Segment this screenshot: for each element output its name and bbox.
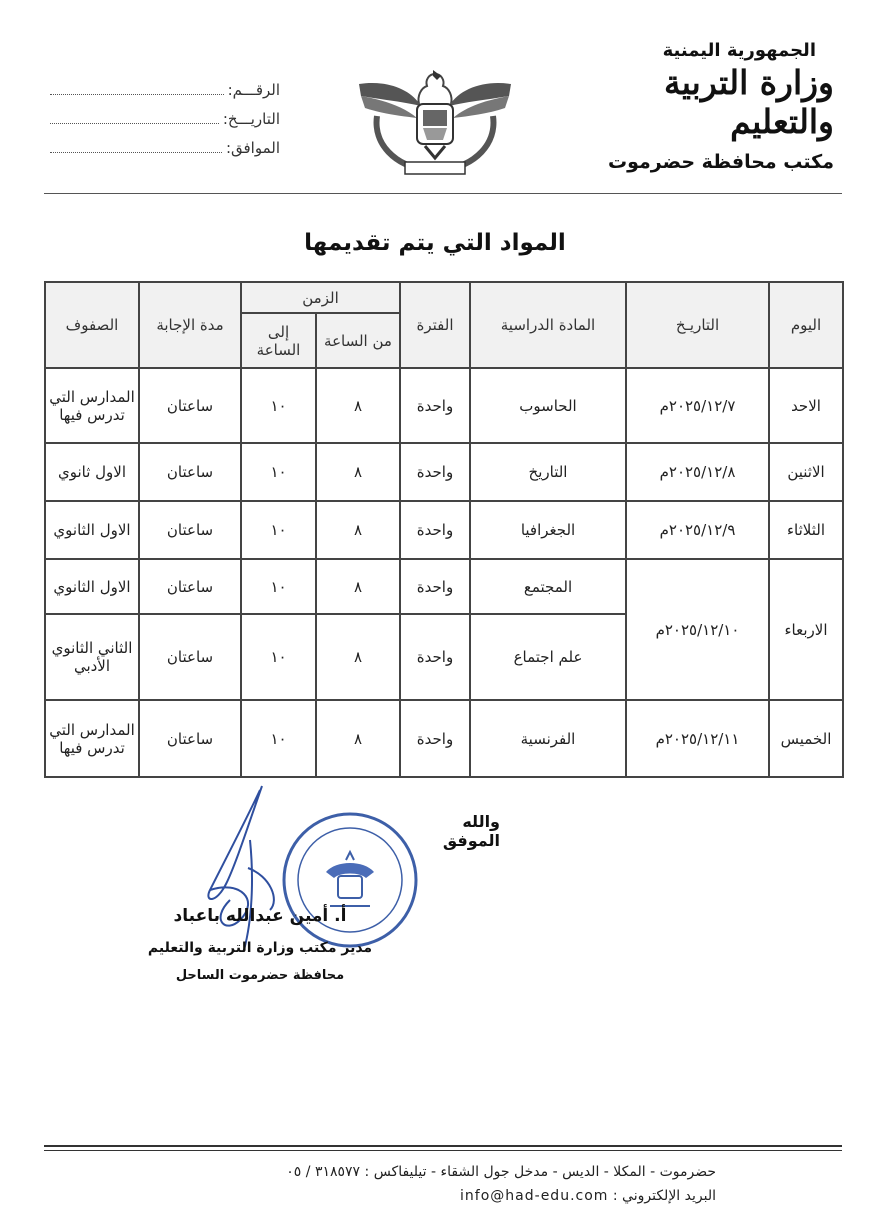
cell-to: ١٠	[241, 368, 316, 443]
cell-duration: ساعتان	[139, 559, 241, 614]
email-link[interactable]: info@had-edu.com	[460, 1188, 609, 1204]
corresponding-date-field	[50, 128, 280, 157]
exam-schedule-table	[44, 281, 844, 778]
cell-to: ١٠	[241, 700, 316, 777]
header-from: من الساعة	[316, 313, 400, 368]
table-header-row	[45, 282, 843, 313]
header-to: إلى الساعة	[241, 313, 316, 368]
cell-subject: المجتمع	[470, 559, 626, 614]
header-date: التاريـخ	[626, 282, 769, 368]
cell-period: واحدة	[400, 368, 470, 443]
header-subject: المادة الدراسية	[470, 282, 626, 368]
cell-to: ١٠	[241, 559, 316, 614]
ministry-name: وزارة التربية والتعليم	[664, 63, 834, 141]
header-grades: الصفوف	[45, 282, 139, 368]
cell-from: ٨	[316, 614, 400, 700]
cell-grades: الاول الثانوي	[45, 559, 139, 614]
cell-duration: ساعتان	[139, 443, 241, 501]
field-label: الرقـــم:	[227, 81, 280, 99]
footer	[44, 1160, 716, 1208]
table-row	[45, 443, 843, 501]
cell-from: ٨	[316, 443, 400, 501]
header-divider	[44, 193, 842, 194]
signatory-position: مدير مكتب وزارة التربية والتعليم	[147, 940, 373, 956]
field-label: التاريـــخ:	[222, 110, 280, 128]
cell-day: الثلاثاء	[769, 501, 843, 559]
header-duration: مدة الإجابة	[139, 282, 241, 368]
cell-duration: ساعتان	[139, 700, 241, 777]
cell-subject: الجغرافيا	[470, 501, 626, 559]
cell-date: ٢٠٢٥/١٢/١٠م	[626, 559, 769, 700]
cell-duration: ساعتان	[139, 614, 241, 700]
cell-subject: علم اجتماع	[470, 614, 626, 700]
reference-number-field	[50, 70, 280, 99]
header-period: الفترة	[400, 282, 470, 368]
date-field	[50, 99, 280, 128]
cell-subject: التاريخ	[470, 443, 626, 501]
office-name: مكتب محافظة حضرموت	[608, 151, 834, 173]
ministry-header	[584, 40, 834, 173]
cell-to: ١٠	[241, 501, 316, 559]
cell-subject: الفرنسية	[470, 700, 626, 777]
footer-address: حضرموت - المكلا - الديس - مدخل جول الشقاء - تيليفاكس : ٣١٨٥٧٧ / ٠٥	[286, 1164, 716, 1180]
cell-day: الاثنين	[769, 443, 843, 501]
reference-fields	[50, 70, 280, 157]
cell-day: الاحد	[769, 368, 843, 443]
header-time: الزمن	[241, 282, 400, 313]
cell-to: ١٠	[241, 443, 316, 501]
cell-day: الخميس	[769, 700, 843, 777]
cell-period: واحدة	[400, 614, 470, 700]
header-day: اليوم	[769, 282, 843, 368]
national-emblem-icon	[355, 66, 515, 181]
cell-from: ٨	[316, 368, 400, 443]
cell-date: ٢٠٢٥/١٢/١١م	[626, 700, 769, 777]
email-label: البريد الإلكتروني :	[612, 1188, 716, 1204]
cell-duration: ساعتان	[139, 501, 241, 559]
table-row	[45, 559, 843, 614]
cell-date: ٢٠٢٥/١٢/٨م	[626, 443, 769, 501]
cell-date: ٢٠٢٥/١٢/٧م	[626, 368, 769, 443]
cell-day: الاربعاء	[769, 559, 843, 700]
field-label: الموافق:	[225, 139, 280, 157]
cell-grades: المدارس التي تدرس فيها	[45, 700, 139, 777]
footer-divider	[44, 1145, 842, 1147]
signatory-name: أ. أمين عبدالله باعباد	[173, 906, 347, 926]
cell-subject: الحاسوب	[470, 368, 626, 443]
table-row	[45, 501, 843, 559]
table-row	[45, 368, 843, 443]
cell-from: ٨	[316, 700, 400, 777]
cell-period: واحدة	[400, 443, 470, 501]
cell-to: ١٠	[241, 614, 316, 700]
cell-period: واحدة	[400, 559, 470, 614]
cell-grades: الاول ثانوي	[45, 443, 139, 501]
signatory-region: محافظة حضرموت الساحل	[175, 968, 345, 983]
cell-period: واحدة	[400, 700, 470, 777]
closing-phrase: والله الموفق	[442, 812, 500, 850]
signatory-block	[140, 906, 380, 983]
table-row	[45, 700, 843, 777]
cell-date: ٢٠٢٥/١٢/٩م	[626, 501, 769, 559]
cell-from: ٨	[316, 559, 400, 614]
republic-name: الجمهورية اليمنية	[662, 40, 816, 61]
page-title: المواد التي يتم تقديمها	[304, 230, 566, 256]
footer-email-line	[44, 1184, 716, 1208]
cell-grades: الاول الثانوي	[45, 501, 139, 559]
cell-period: واحدة	[400, 501, 470, 559]
cell-grades: المدارس التي تدرس فيها	[45, 368, 139, 443]
footer-divider-thin	[44, 1150, 842, 1151]
cell-grades: الثاني الثانوي الأدبي	[45, 614, 139, 700]
cell-from: ٨	[316, 501, 400, 559]
cell-duration: ساعتان	[139, 368, 241, 443]
